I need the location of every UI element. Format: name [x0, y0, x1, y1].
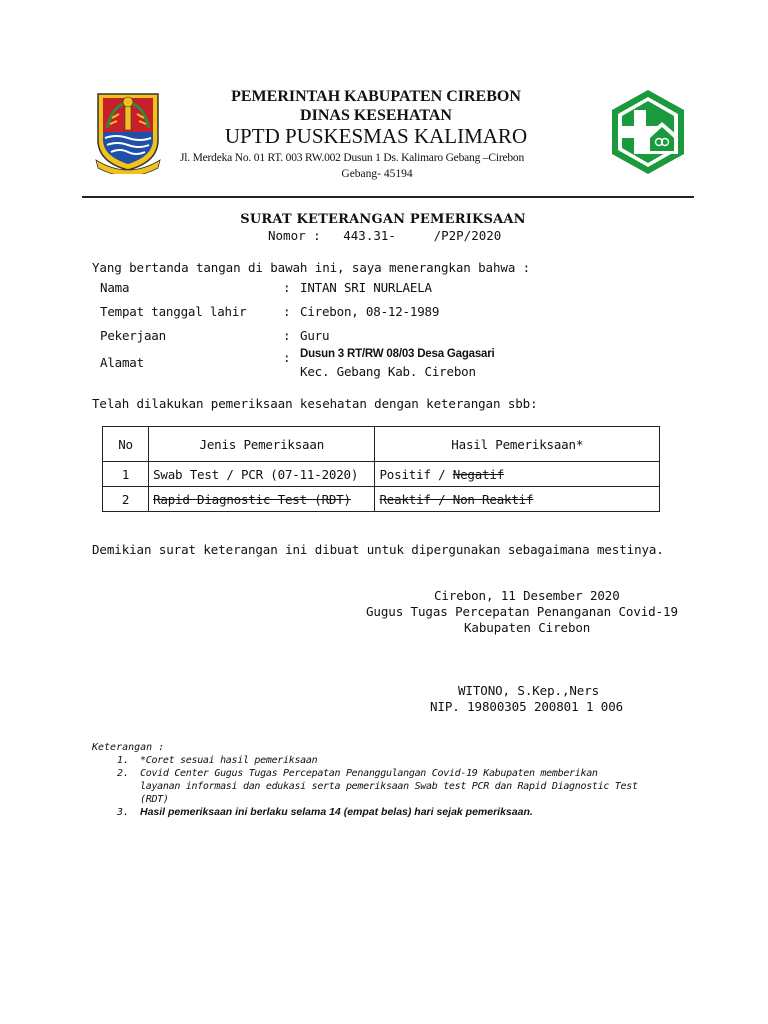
signature-name: WITONO, S.Kep.,Ners: [458, 683, 600, 698]
field-value-address-line2: Kec. Gebang Kab. Cirebon: [300, 364, 476, 379]
note-item-2-line1: Covid Center Gugus Tugas Percepatan Penanggulangan Covid-19 Kabupaten memberikan: [140, 768, 598, 779]
table-row: [103, 487, 660, 512]
signature-org-line1: Gugus Tugas Percepatan Penanganan Covid-19: [366, 604, 678, 619]
field-label-occupation: Pekerjaan: [100, 328, 166, 343]
field-colon: :: [283, 280, 291, 295]
field-colon: :: [283, 304, 291, 319]
field-label-address: Alamat: [100, 355, 144, 370]
note-item-3: Hasil pemeriksaan ini berlaku selama 14 (empat belas) hari sejak pemeriksaan.: [140, 806, 533, 818]
header-address-line: Jl. Merdeka No. 01 RT. 003 RW.002 Dusun 1 Ds. Kalimaro Gebang –Cirebon: [180, 152, 525, 164]
signature-org-line2: Kabupaten Cirebon: [464, 620, 591, 635]
header-postal-line: Gebang- 45194: [341, 168, 413, 180]
field-value-birth: Cirebon, 08-12-1989: [300, 304, 440, 319]
signature-place-date: Cirebon, 11 Desember 2020: [434, 588, 620, 603]
field-value-name: INTAN SRI NURLAELA: [300, 280, 432, 295]
table-cell-jenis-struck: Rapid Diagnostic Test (RDT): [149, 487, 375, 512]
table-cell-hasil-struck: Reaktif / Non Reaktif: [375, 487, 660, 512]
notes-label: Keterangan :: [92, 742, 165, 753]
field-colon: :: [283, 350, 291, 365]
table-row: [103, 462, 660, 487]
signature-nip: NIP. 19800305 200801 1 006: [430, 699, 624, 714]
result-positive: Positif: [379, 466, 431, 482]
table-cell-no: 1: [103, 462, 149, 487]
table-header-row: [103, 427, 660, 462]
result-separator: /: [430, 466, 453, 482]
exam-table: [102, 426, 660, 512]
table-header-hasil: Hasil Pemeriksaan*: [375, 427, 660, 462]
puskesmas-logo: [608, 88, 688, 176]
field-value-occupation: Guru: [300, 328, 330, 343]
intro-statement: Yang bertanda tangan di bawah ini, saya menerangkan bahwa :: [92, 260, 531, 275]
field-label-name: Nama: [100, 280, 130, 295]
header-government-line: PEMERINTAH KABUPATEN CIREBON: [231, 88, 521, 105]
note-item-2-line2: layanan informasi dan edukasi serta pemeriksaan Swab test PCR dan Rapid Diagnostic Test: [140, 781, 638, 792]
table-cell-jenis: Swab Test / PCR (07-11-2020): [149, 462, 375, 487]
document-title: SURAT KETERANGAN PEMERIKSAAN: [240, 212, 526, 227]
note-number: 2.: [117, 768, 130, 779]
closing-statement: Demikian surat keterangan ini dibuat untuk dipergunakan sebagaimana mestinya.: [92, 542, 664, 557]
table-header-jenis: Jenis Pemeriksaan: [149, 427, 375, 462]
field-value-address-line1: Dusun 3 RT/RW 08/03 Desa Gagasari: [300, 348, 495, 360]
note-number: 3.: [117, 807, 130, 818]
field-colon: :: [283, 328, 291, 343]
note-item-1: *Coret sesuai hasil pemeriksaan: [140, 755, 318, 766]
field-label-birth: Tempat tanggal lahir: [100, 304, 247, 319]
note-item-2-line3: (RDT): [140, 794, 169, 805]
note-number: 1.: [117, 755, 130, 766]
header-department-line: DINAS KESEHATAN: [300, 107, 452, 124]
header-divider: [82, 196, 694, 198]
document-number: Nomor : 443.31- /P2P/2020: [268, 228, 502, 243]
exam-intro: Telah dilakukan pemeriksaan kesehatan dengan keterangan sbb:: [92, 396, 538, 411]
table-cell-hasil: [375, 462, 660, 487]
result-negative-struck: Negatif: [452, 466, 505, 482]
table-cell-no: 2: [103, 487, 149, 512]
table-header-no: No: [103, 427, 149, 462]
header-institution-name: UPTD PUSKESMAS KALIMARO: [224, 124, 528, 148]
